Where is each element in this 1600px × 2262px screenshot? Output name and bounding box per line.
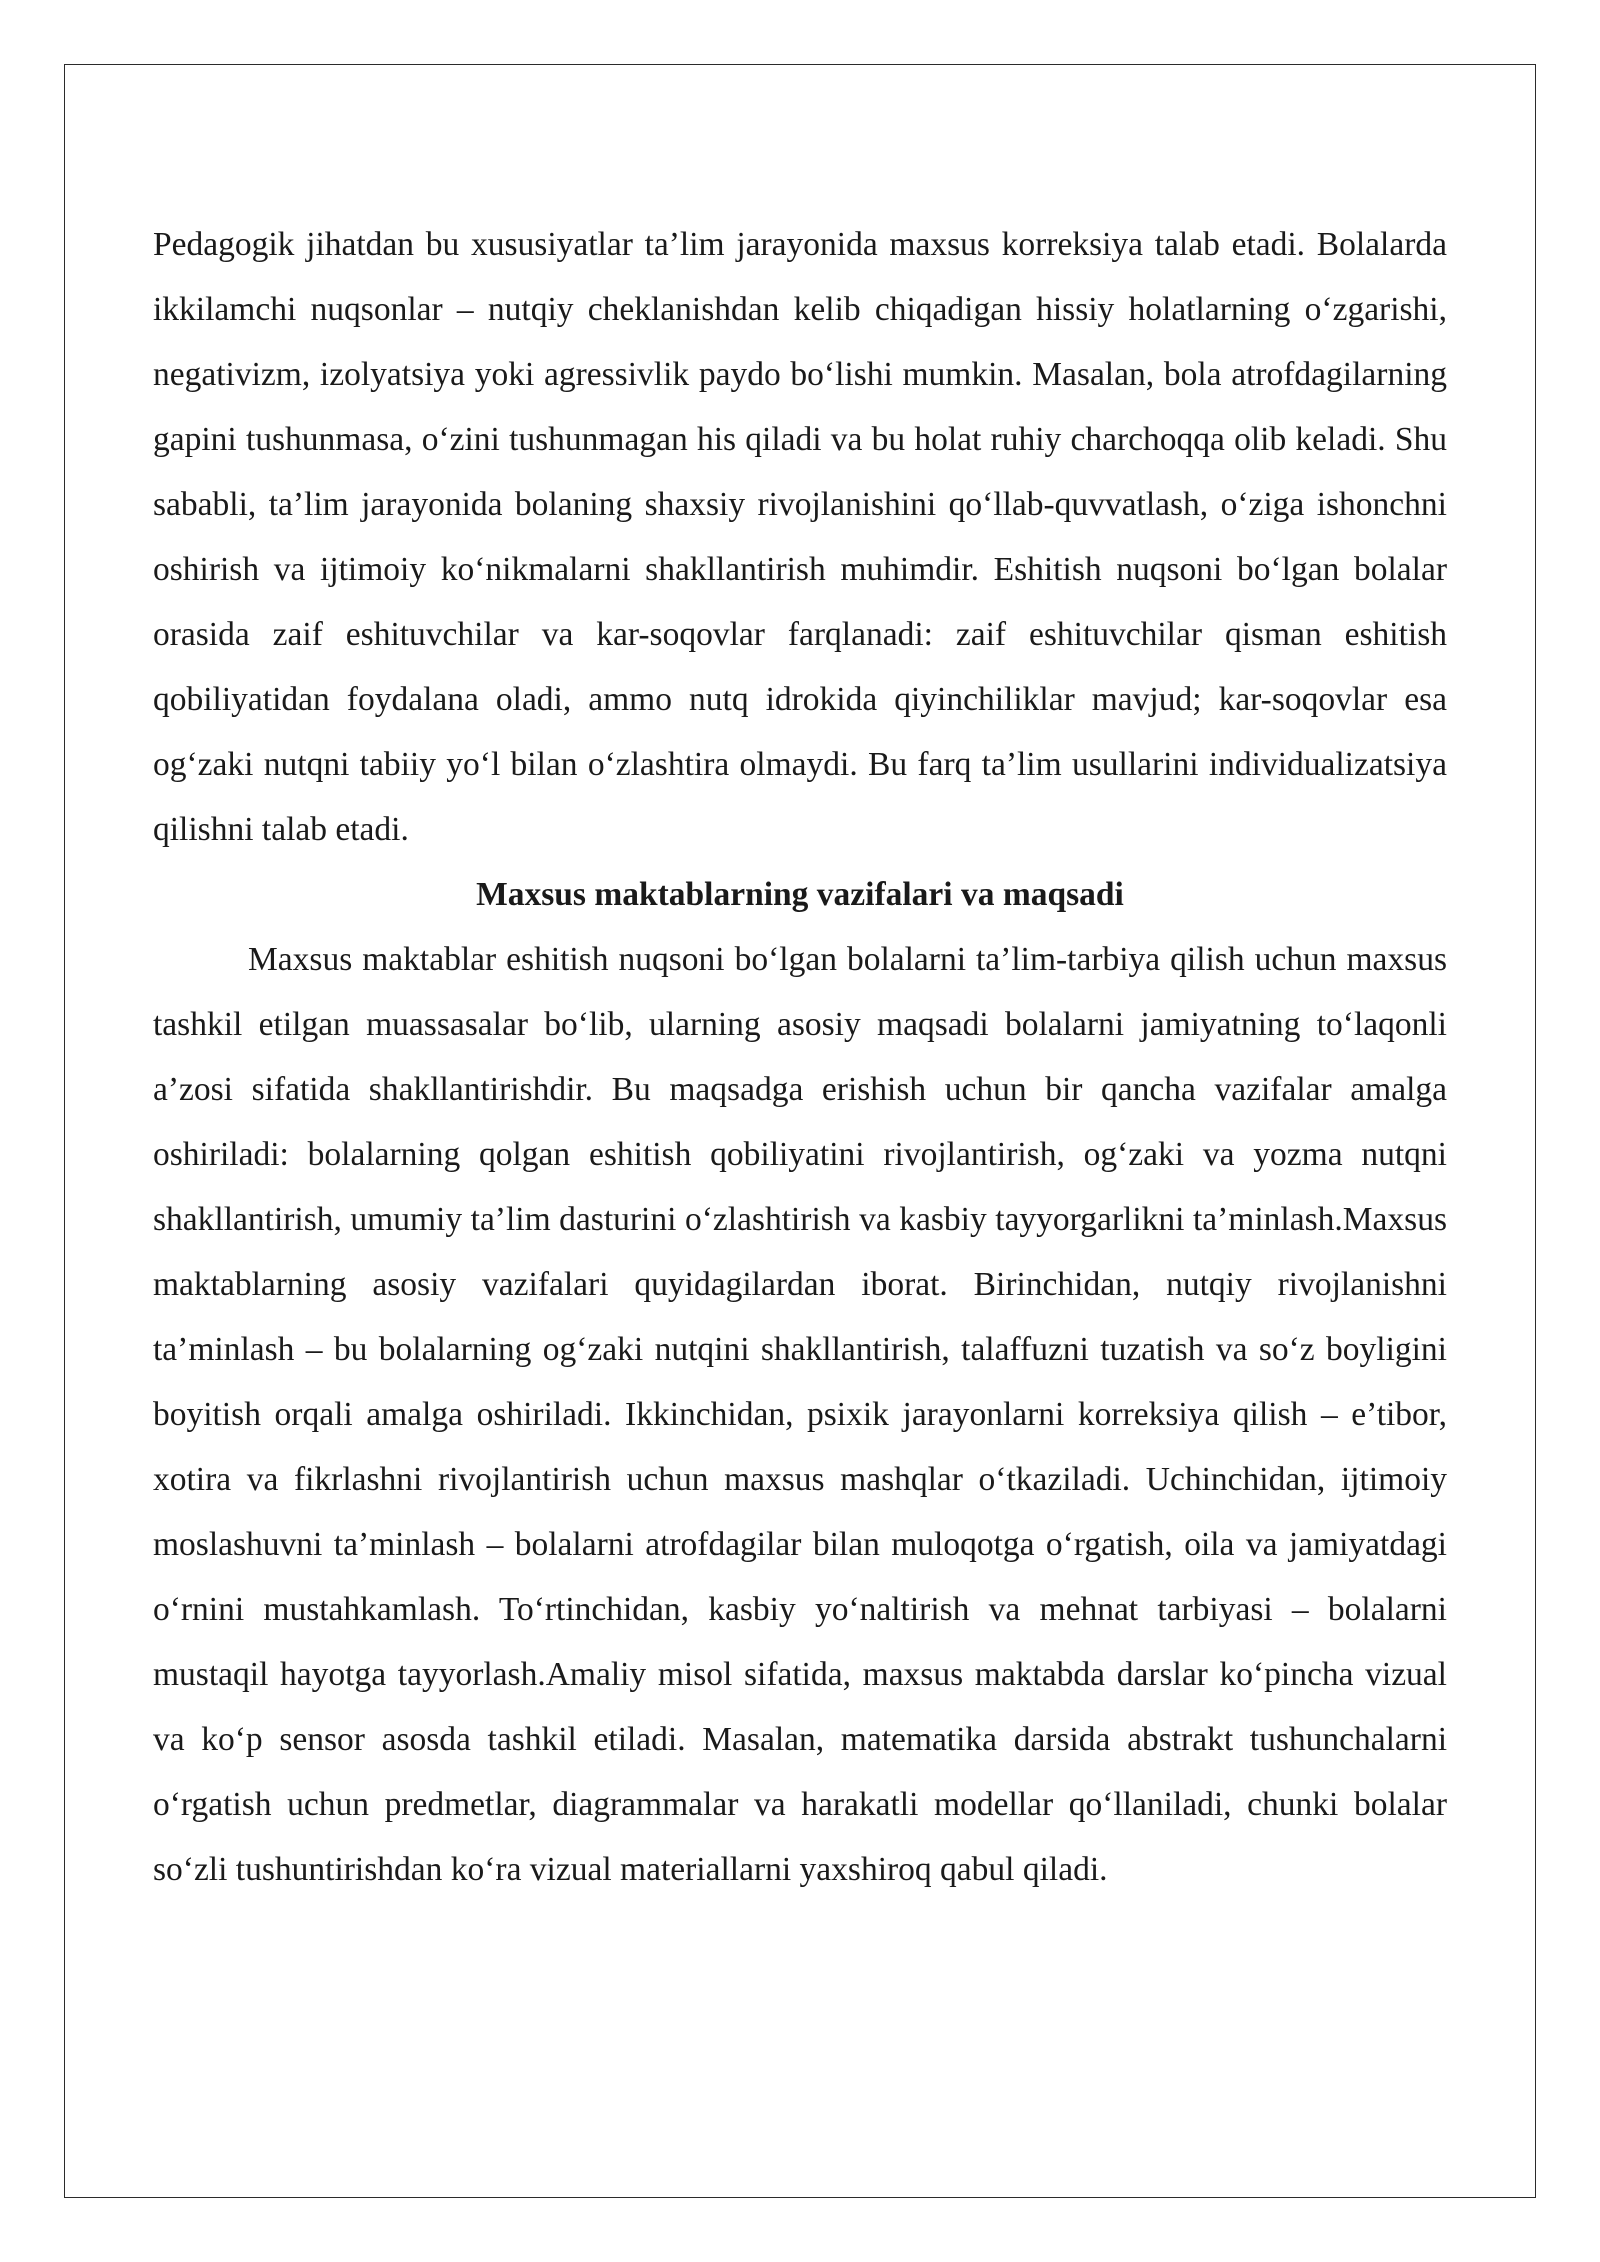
paragraph-1: Pedagogik jihatdan bu xususiyatlar ta’lim jarayonida maxsus korreksiya talab etadi. Bolalarda ikkilamchi nuqsonlar – nutqiy cheklanishdan kelib chiqadigan hissiy holatlarning o‘zgarishi, negativizm, izolyatsiya yoki agressivlik paydo bo‘lishi mumkin. Masalan, bola atrofdagilarning gapini tushunmasa, o‘zini tushunmagan his qiladi va bu holat ruhiy charchoqqa olib keladi. Shu sababli, ta’lim jarayonida bolaning shaxsiy rivojlanishini qo‘llab-quvvatlash, o‘ziga ishonchni oshirish va ijtimoiy ko‘nikmalarni shakllantirish muhimdir. Eshitish nuqsoni bo‘lgan bolalar orasida zaif eshituvchilar va kar-soqovlar farqlanadi: zaif eshituvchilar qisman eshitish qobiliyatidan foydalana oladi, ammo nutq idrokida qiyinchiliklar mavjud; kar-soqovlar esa og‘zaki nutqni tabiiy yo‘l bilan o‘zlashtira olmaydi. Bu farq ta’lim usullarini individualizatsiya qilishni talab etadi.	[153, 226, 1447, 848]
section-heading: Maxsus maktablarning vazifalari va maqsadi	[476, 876, 1124, 913]
document-body	[153, 212, 1447, 1902]
paragraph-2: Maxsus maktablar eshitish nuqsoni bo‘lgan bolalarni ta’lim-tarbiya qilish uchun maxsus tashkil etilgan muassasalar bo‘lib, ularning asosiy maqsadi bolalarni jamiyatning to‘laqonli a’zosi sifatida shakllantirishdir. Bu maqsadga erishish uchun bir qancha vazifalar amalga oshiriladi: bolalarning qolgan eshitish qobiliyatini rivojlantirish, og‘zaki va yozma nutqni shakllantirish, umumiy ta’lim dasturini o‘zlashtirish va kasbiy tayyorgarlikni ta’minlash.Maxsus maktablarning asosiy vazifalari quyidagilardan iborat. Birinchidan, nutqiy rivojlanishni ta’minlash – bu bolalarning og‘zaki nutqini shakllantirish, talaffuzni tuzatish va so‘z boyligini boyitish orqali amalga oshiriladi. Ikkinchidan, psixik jarayonlarni korreksiya qilish – e’tibor, xotira va fikrlashni rivojlantirish uchun maxsus mashqlar o‘tkaziladi. Uchinchidan, ijtimoiy moslashuvni ta’minlash – bolalarni atrofdagilar bilan muloqotga o‘rgatish, oila va jamiyatdagi o‘rnini mustahkamlash. To‘rtinchidan, kasbiy yo‘naltirish va mehnat tarbiyasi – bolalarni mustaqil hayotga tayyorlash.Amaliy misol sifatida, maxsus maktabda darslar ko‘pincha vizual va ko‘p sensor asosda tashkil etiladi. Masalan, matematika darsida abstrakt tushunchalarni o‘rgatish uchun predmetlar, diagrammalar va harakatli modellar qo‘llaniladi, chunki bolalar so‘zli tushuntirishdan ko‘ra vizual materiallarni yaxshiroq qabul qiladi.	[153, 941, 1447, 1888]
